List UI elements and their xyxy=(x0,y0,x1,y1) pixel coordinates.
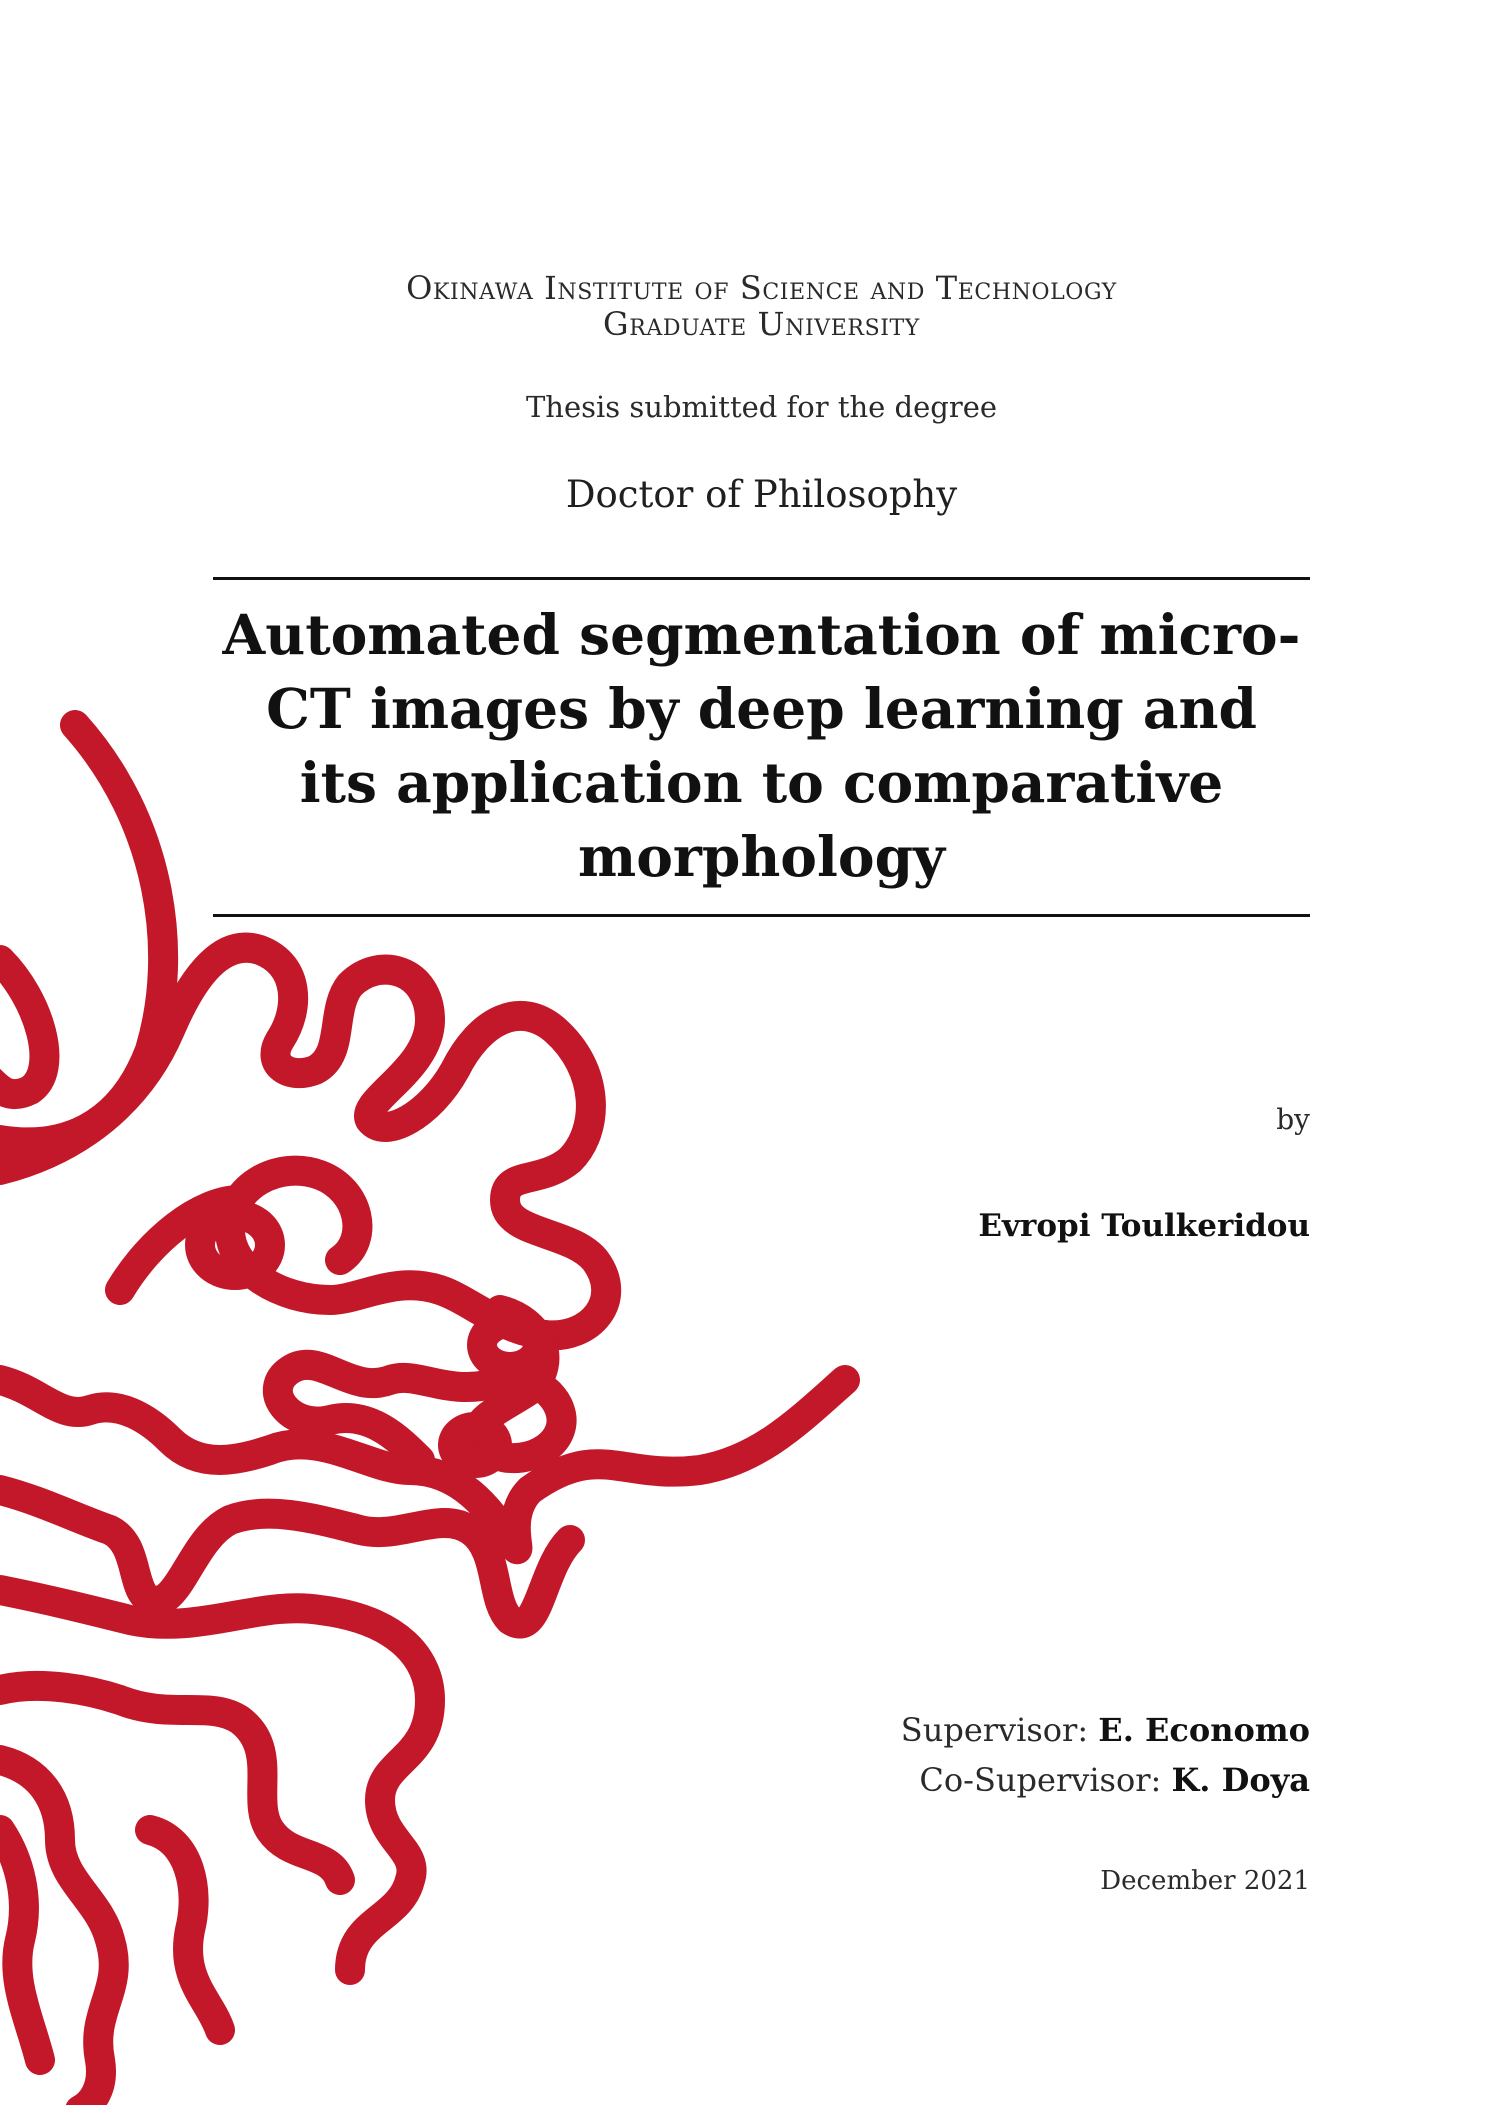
institution-line-2: Graduate University xyxy=(603,305,920,343)
supervisor-name: E. Economo xyxy=(1098,1711,1310,1749)
thesis-title: Automated segmentation of micro-CT images by deep learning and its application to comparative morphology xyxy=(222,602,1301,889)
degree-name: Doctor of Philosophy xyxy=(565,473,958,516)
by-label: by xyxy=(1276,1103,1310,1136)
institution-line-1: Okinawa Institute of Science and Technology xyxy=(406,269,1117,307)
author-name: Evropi Toulkeridou xyxy=(978,1208,1310,1244)
co-supervisor-name: K. Doya xyxy=(1171,1761,1310,1799)
institution-name xyxy=(213,270,1310,342)
title-top-rule xyxy=(213,577,1310,580)
co-supervisor-line xyxy=(901,1755,1310,1805)
thesis-statement: Thesis submitted for the degree xyxy=(525,390,998,424)
supervisors-block xyxy=(901,1705,1310,1805)
co-supervisor-label: Co-Supervisor: xyxy=(919,1761,1162,1799)
title-bottom-rule xyxy=(213,914,1310,917)
supervisor-label: Supervisor: xyxy=(900,1711,1089,1749)
supervisor-line xyxy=(901,1705,1310,1755)
submission-date: December 2021 xyxy=(1100,1866,1310,1896)
